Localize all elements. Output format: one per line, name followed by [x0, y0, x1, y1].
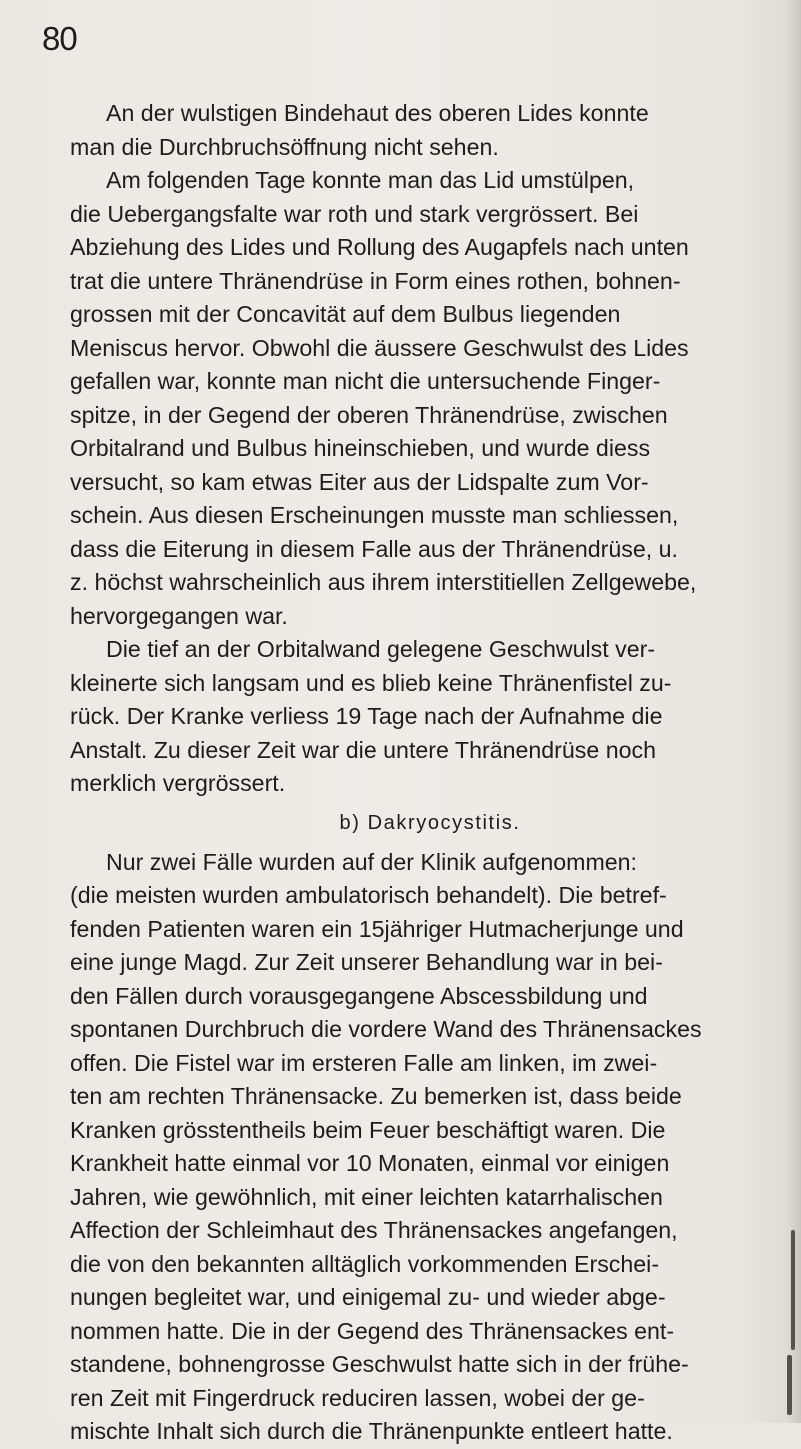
text-line: offen. Die Fistel war im ersteren Falle am linken, im zwei-: [70, 1049, 658, 1076]
text-line: schein. Aus diesen Erscheinungen musste man schliessen,: [70, 502, 679, 528]
text-line: eine junge Magd. Zur Zeit unserer Behandlung war in bei-: [70, 949, 663, 975]
text-line: man die Durchbruchsöffnung nicht sehen.: [70, 133, 499, 160]
text-line: ren Zeit mit Fingerdruck reduciren lassen, wobei der ge-: [70, 1384, 645, 1411]
text-line: Die tief an der Orbitalwand gelegene Geschwulst ver-: [106, 636, 656, 662]
text-line: Kranken grösstentheils beim Feuer beschäftigt waren. Die: [70, 1116, 666, 1143]
text-line: nommen hatte. Die in der Gegend des Thränensackes ent-: [70, 1317, 675, 1344]
text-line: Meniscus hervor. Obwohl die äussere Geschwulst des Lides: [70, 334, 689, 361]
text-line: ten am rechten Thränensacke. Zu bemerken ist, dass beide: [70, 1083, 682, 1109]
text-line: grossen mit der Concavität auf dem Bulbus liegenden: [70, 301, 621, 327]
text-line: Nur zwei Fälle wurden auf der Klinik aufgenommen:: [106, 848, 637, 875]
paragraph-3: [70, 633, 770, 801]
text-line: fenden Patienten waren ein 15jähriger Hutmacherjunge und: [70, 915, 684, 942]
page-number: 80: [42, 20, 77, 57]
text-line: gefallen war, konnte man nicht die untersuchende Finger-: [70, 368, 661, 394]
text-line: mischte Inhalt sich durch die Thränenpunkte entleert hatte.: [70, 1418, 673, 1444]
text-line: trat die untere Thränendrüse in Form eines rothen, bohnen-: [70, 267, 681, 294]
text-line: spontanen Durchbruch die vordere Wand des Thränensackes: [70, 1016, 702, 1042]
text-line: z. höchst wahrscheinlich aus ihrem interstitiellen Zellgewebe,: [70, 569, 697, 595]
text-line: merklich vergrössert.: [70, 770, 286, 796]
text-line: die Uebergangsfalte war roth und stark vergrössert. Bei: [70, 200, 639, 227]
text-line: nungen begleitet war, und einigemal zu- und wieder abge-: [70, 1284, 666, 1310]
text-line: Anstalt. Zu dieser Zeit war die untere Thränendrüse noch: [70, 736, 657, 763]
paragraph-2: [70, 164, 770, 633]
binding-edge-mark: [787, 1355, 792, 1415]
text-line: rück. Der Kranke verliess 19 Tage nach der Aufnahme die: [70, 703, 663, 729]
page-edge-shadow: [787, 0, 801, 1423]
text-line: kleinerte sich langsam und es blieb keine Thränenfistel zu-: [70, 669, 672, 696]
binding-edge-mark: [791, 1230, 795, 1350]
text-line: (die meisten wurden ambulatorisch behandelt). Die betref-: [70, 882, 667, 908]
section-heading: b) Dakryocystitis.: [339, 811, 521, 834]
text-line: An der wulstigen Bindehaut des oberen Lides konnte: [106, 100, 649, 126]
text-line: spitze, in der Gegend der oberen Thränendrüse, zwischen: [70, 401, 668, 428]
text-line: den Fällen durch vorausgegangene Abscessbildung und: [70, 982, 648, 1009]
text-line: Krankheit hatte einmal vor 10 Monaten, einmal vor einigen: [70, 1150, 670, 1176]
body-text: [70, 97, 770, 1449]
text-line: Jahren, wie gewöhnlich, mit einer leichten katarrhalischen: [70, 1183, 663, 1210]
text-line: Abziehung des Lides und Rollung des Augapfels nach unten: [70, 234, 689, 260]
text-line: Am folgenden Tage konnte man das Lid umstülpen,: [106, 167, 635, 193]
paragraph-1: [70, 97, 770, 164]
text-line: die von den bekannten alltäglich vorkommenden Erschei-: [70, 1250, 660, 1277]
text-line: standene, bohnengrosse Geschwulst hatte sich in der frühe-: [70, 1351, 689, 1377]
text-line: hervorgegangen war.: [70, 602, 288, 629]
text-line: dass die Eiterung in diesem Falle aus der Thränendrüse, u.: [70, 535, 678, 562]
paragraph-4: [70, 846, 770, 1449]
text-line: Affection der Schleimhaut des Thränensackes angefangen,: [70, 1217, 678, 1243]
text-line: Orbitalrand und Bulbus hineinschieben, und wurde diess: [70, 435, 651, 461]
text-line: versucht, so kam etwas Eiter aus der Lidspalte zum Vor-: [70, 468, 649, 495]
